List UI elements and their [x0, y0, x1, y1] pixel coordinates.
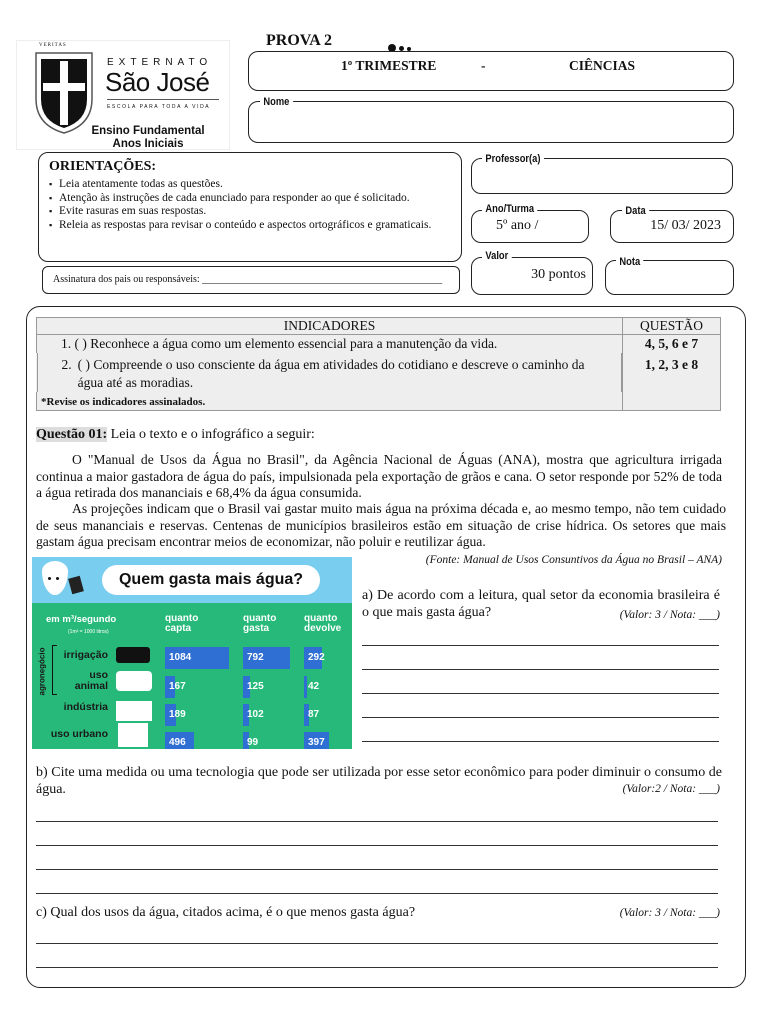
group-bracket: [52, 645, 57, 695]
ano-value: 5º ano /: [496, 218, 539, 233]
nome-field[interactable]: [248, 101, 734, 143]
logo-motto: VERITAS: [39, 43, 67, 48]
row-number: 1.: [61, 336, 72, 351]
unit-note: (1m³ = 1000 litros): [68, 629, 109, 635]
bar-value: 87: [308, 709, 320, 720]
answer-lines-a[interactable]: [362, 622, 719, 742]
bar-value: 42: [308, 681, 320, 692]
signature-text: Assinatura dos pais ou responsáveis: ________________________________________________: [53, 274, 443, 285]
data-label: Data: [622, 205, 649, 217]
question-c-score: (Valor: 3 / Nota: ___): [619, 907, 720, 919]
shield-icon: [33, 49, 95, 135]
orientacoes-title: ORIENTAÇÕES:: [49, 159, 157, 174]
data-value: 15/ 03/ 2023: [650, 218, 721, 233]
col-header: quanto capta: [165, 613, 199, 634]
bar-value: 102: [247, 709, 264, 720]
bar-value: 292: [308, 652, 325, 663]
subject-text: CIÊNCIAS: [569, 58, 636, 73]
answer-lines-b[interactable]: [36, 798, 718, 894]
bar-value: 189: [169, 709, 186, 720]
row-label: uso urbano: [50, 728, 108, 740]
nome-label: Nome: [260, 96, 293, 108]
row-text: ( ) Reconhece a água como um elemento essencial para a manutenção da vida.: [74, 336, 498, 351]
question-c: c) Qual dos usos da água, citados acima, é o que menos gasta água?: [36, 905, 416, 920]
question-label: Questão 01:: [36, 427, 108, 442]
bar-value: 397: [308, 737, 325, 748]
orientacoes-box: [38, 152, 462, 262]
indicator-row: [37, 353, 623, 392]
exam-title: PROVA 2: [266, 32, 332, 49]
orient-item: ▪ Leia atentamente todas as questões.: [49, 178, 451, 192]
term-box: [248, 51, 734, 91]
row-label: indústria: [63, 701, 108, 713]
question-header: QUESTÃO: [623, 318, 721, 335]
indicator-row: [37, 335, 623, 354]
logo-tagline: ESCOLA PARA TODA A VIDA: [107, 104, 211, 110]
nota-label: Nota: [616, 256, 644, 268]
orient-item: ▪ Atenção às instruções de cada enunciado para responder ao que é solicitado.: [49, 192, 451, 206]
question-b: b) Cite uma medida ou uma tecnologia que pode ser utilizada por esse setor econômico para poder diminuir o consumo de água.: [36, 765, 722, 797]
bar-value: 1084: [169, 652, 192, 663]
question-intro: Leia o texto e o infográfico a seguir:: [107, 427, 315, 442]
bar-value: 792: [247, 652, 264, 663]
paragraph-2: As projeções indicam que o Brasil vai gastar muito mais água na próxima década e, ao mesmo tempo, não tem cuidado de seus mananciais e reservas. Centenas de municípios brasileiros estão em situação de crise hídrica. Os setores que mais gastam água precisam encontrar meios de economizar, não poluir e reutilizar água.: [36, 501, 726, 549]
ano-label: Ano/Turma: [482, 203, 537, 215]
indicators-note: *Revise os indicadores assinalados.: [37, 392, 623, 411]
unit-label: em m³/segundo: [46, 614, 117, 625]
row-label: irrigação: [63, 649, 108, 661]
infographic: [32, 557, 352, 749]
question-b-score: (Valor:2 / Nota: ___): [622, 783, 720, 795]
infographic-title: Quem gasta mais água?: [102, 565, 320, 595]
source-citation: (Fonte: Manual de Usos Consuntivos da Água no Brasil – ANA): [425, 554, 722, 566]
question-1-intro: [36, 427, 315, 443]
bar-value: 167: [169, 681, 186, 692]
cow-icon: [116, 671, 152, 691]
building-icon: [118, 723, 148, 747]
sublevel-text: Anos Iniciais: [112, 138, 184, 150]
bar-uso-animal-2: [304, 676, 307, 698]
factory-icon: [116, 701, 152, 721]
question-a-score: (Valor: 3 / Nota: ___): [619, 608, 720, 621]
valor-value: 30 pontos: [531, 267, 586, 282]
row-number: 2.: [61, 357, 72, 372]
orient-item: ▪ Releia as respostas para revisar o conteúdo e aspectos ortográficos e gramaticais.: [49, 219, 451, 233]
indicators-header: INDICADORES: [37, 318, 623, 335]
valor-field: [471, 257, 593, 295]
bar-value: 496: [169, 737, 186, 748]
bar-value: 125: [247, 681, 264, 692]
row-text: ( ) Compreende o uso consciente da água em atividades do cotidiano e descreve o caminho da água até as moradias.: [77, 357, 585, 390]
question-a-text: a) De acordo com a leitura, qual setor da economia brasileira é o que mais gasta água?: [362, 588, 720, 620]
question-a: [362, 588, 720, 623]
answer-lines-c[interactable]: [36, 920, 718, 968]
signature-box[interactable]: [42, 266, 460, 294]
logo-top: EXTERNATO: [107, 57, 213, 68]
row-questions: 1, 2, 3 e 8: [623, 353, 721, 411]
group-label: agronegócio: [37, 647, 47, 696]
row-questions: 4, 5, 6 e 7: [623, 335, 721, 354]
indicators-table: [36, 317, 721, 411]
level-text: Ensino Fundamental: [91, 125, 205, 137]
professor-label: Professor(a): [482, 153, 544, 165]
col-header: quanto devolve: [304, 613, 342, 634]
row-label: uso animal: [74, 669, 108, 692]
col-header: quanto gasta: [243, 613, 277, 634]
school-level: [68, 125, 228, 151]
term-text: 1º TRIMESTRE: [341, 58, 437, 73]
dash: -: [481, 58, 486, 73]
paragraph-1: O "Manual de Usos da Água no Brasil", da Agência Nacional de Águas (ANA), mostra que agricultura irrigada continua a maior gastadora de água do país, impulsionada pela exportação de grãos e cana. O setor responde por 52% de toda a água retirada dos mananciais e 68,4% da água consumida.: [36, 452, 722, 500]
bar-value: 99: [247, 737, 259, 748]
orient-item: ▪ Evite rasuras em suas respostas.: [49, 205, 451, 219]
tractor-icon: [116, 647, 150, 663]
logo-name: São José: [105, 67, 210, 97]
valor-label: Valor: [482, 250, 512, 262]
